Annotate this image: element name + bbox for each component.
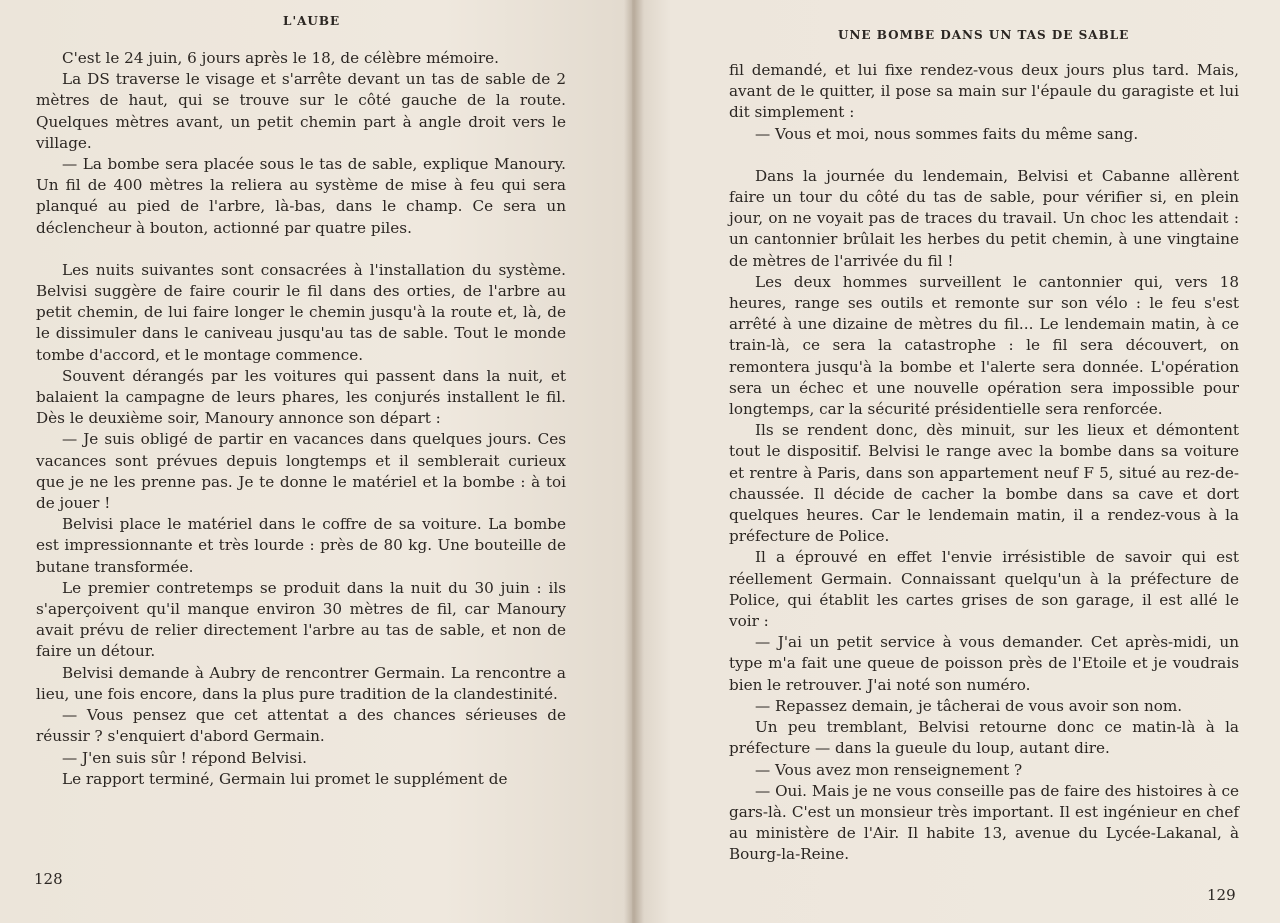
book-gutter (624, 0, 644, 923)
left-paragraph: La DS traverse le visage et s'arrête devant un tas de sable de 2 mètres de haut, qui se trouve sur le côté gauche de la route. Quelques mètres avant, un petit chemin part à angle droit vers le village. (36, 70, 566, 152)
right-paragraph: Il a éprouvé en effet l'envie irrésistible de savoir qui est réellement Germain. Connaissant quelqu'un à la préfecture de Police, qui établit les cartes grises de son garage, il est allé le voir : (729, 548, 1239, 631)
right-paragraph: — Vous avez mon renseignement ? (755, 760, 1023, 779)
right-paragraph: — Repassez demain, je tâcherai de vous avoir son nom. (755, 696, 1183, 715)
left-paragraph: — Je suis obligé de partir en vacances dans quelques jours. Ces vacances sont prévues depuis longtemps et il semblerait curieux que je ne les prenne pas. Je te donne le matériel et la bombe : à toi de jouer ! (36, 430, 566, 513)
left-paragraph: Souvent dérangés par les voitures qui passent dans la nuit, et balaient la campagne de leurs phares, les conjurés installent le fil. Dès le deuxième soir, Manoury annonce son départ : (36, 366, 566, 428)
left-paragraph: Le premier contretemps se produit dans la nuit du 30 juin : ils s'aperçoivent qu'il manque environ 30 mètres de fil, car Manoury avait prévu de relier directement l'arbre au tas de sable, et non de faire un détour. (36, 578, 566, 661)
left-page (0, 0, 632, 923)
page-number-right: 129 (1207, 886, 1236, 904)
left-paragraph: Les nuits suivantes sont consacrées à l'installation du système. Belvisi suggère de faire courir le fil dans des orties, de l'arbre au petit chemin, de lui faire longer le chemin jusqu'à la route et, là, de le dissimuler dans le caniveau jusqu'au tas de sable. Tout le monde tombe d'accord, et le montage commence. (36, 260, 566, 364)
right-paragraph: — Oui. Mais je ne vous conseille pas de faire des histoires à ce gars-là. C'est un monsieur très important. Il est ingénieur en chef au ministère de l'Air. Il habite 13, avenue du Lycée-Lakanal, à Bourg-la-Reine. (729, 781, 1239, 864)
page-number-left: 128 (34, 870, 63, 888)
right-paragraph: — Vous et moi, nous sommes faits du même sang. (755, 124, 1139, 143)
right-paragraph: Ils se rendent donc, dès minuit, sur les lieux et démontent tout le dispositif. Belvisi le range avec la bombe dans sa voiture et rentre à Paris, dans son appartement neuf F 5, situé au rez-de-chaussée. Il décide de cacher la bombe dans sa cave et dort quelques heures. Car le lendemain matin, il a rendez-vous à la préfecture de Police. (729, 421, 1239, 546)
left-paragraph: C'est le 24 juin, 6 jours après le 18, de célèbre mémoire. (62, 49, 499, 67)
right-paragraph: Dans la journée du lendemain, Belvisi et Cabanne allèrent faire un tour du côté du tas de sable, pour vérifier si, en plein jour, on ne voyait pas de traces du travail. Un choc les attendait : un cantonnier brûlait les herbes du petit chemin, à une vingtaine de mètres de l'arrivée du fil ! (729, 166, 1239, 270)
left-paragraph: Le rapport terminé, Germain lui promet le supplément de (62, 769, 508, 788)
running-head-right: UNE BOMBE DANS UN TAS DE SABLE (838, 28, 1130, 42)
right-body-text (729, 60, 1239, 866)
left-paragraph: — La bombe sera placée sous le tas de sable, explique Manoury. Un fil de 400 mètres la reliera au système de mise à feu qui sera planqué au pied de l'arbre, là-bas, dans le champ. Ce sera un déclencheur à bouton, actionné par quatre piles. (36, 155, 566, 237)
running-head-left: L'AUBE (283, 14, 341, 28)
left-paragraph: Belvisi place le matériel dans le coffre de sa voiture. La bombe est impressionnante et très lourde : près de 80 kg. Une bouteille de butane transformée. (36, 515, 566, 576)
left-paragraph: — J'en suis sûr ! répond Belvisi. (62, 748, 307, 767)
left-paragraph: Belvisi demande à Aubry de rencontrer Germain. La rencontre a lieu, une fois encore, dans la plus pure tradition de la clandestinité. (36, 663, 566, 703)
right-page (632, 0, 1280, 923)
right-paragraph: Un peu tremblant, Belvisi retourne donc ce matin-là à la préfecture — dans la gueule du loup, autant dire. (729, 718, 1239, 758)
left-paragraph: — Vous pensez que cet attentat a des chances sérieuses de réussir ? s'enquiert d'abord Germain. (36, 706, 566, 746)
left-body-text (36, 48, 566, 790)
right-paragraph: fil demandé, et lui fixe rendez-vous deux jours plus tard. Mais, avant de le quitter, il pose sa main sur l'épaule du garagiste et lui dit simplement : (729, 61, 1239, 122)
right-paragraph: — J'ai un petit service à vous demander. Cet après-midi, un type m'a fait une queue de poisson près de l'Etoile et je voudrais bien le retrouver. J'ai noté son numéro. (729, 633, 1239, 694)
right-paragraph: Les deux hommes surveillent le cantonnier qui, vers 18 heures, range ses outils et remonte sur son vélo : le feu s'est arrêté à une dizaine de mètres du fil... Le lendemain matin, à ce train-là, ce sera la catastrophe : le fil sera découvert, on remontera jusqu'à la bombe et l'alerte sera donnée. L'opération sera un échec et une nouvelle opération sera impossible pour longtemps, car la sécurité présidentielle sera renforcée. (729, 272, 1239, 419)
